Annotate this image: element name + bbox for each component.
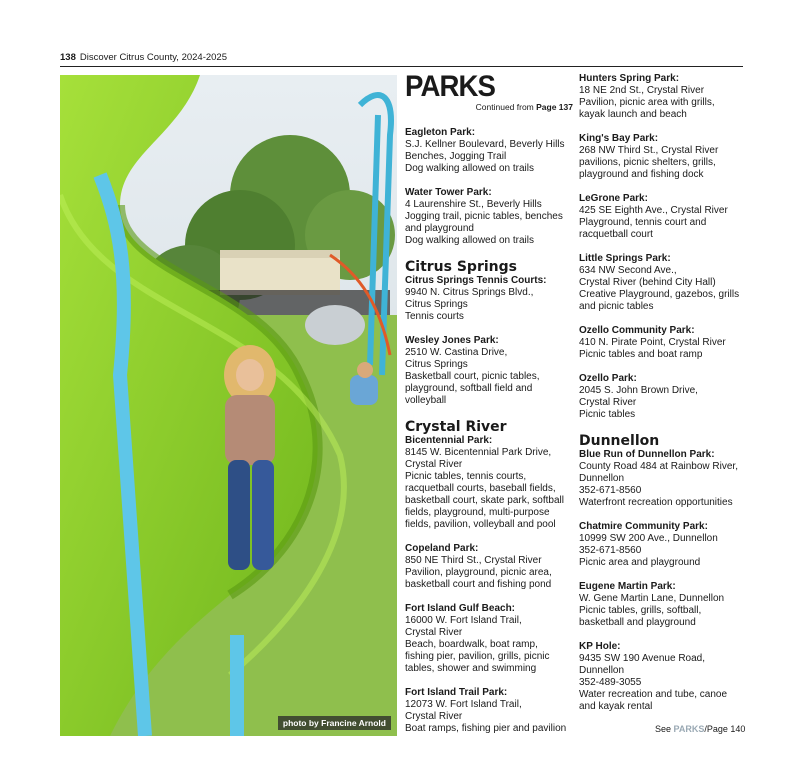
park-detail-line: 352-489-3055 [579, 677, 642, 688]
park-name: Wesley Jones Park: [405, 335, 499, 346]
park-detail-line: 10999 SW 200 Ave., Dunnellon [579, 533, 718, 544]
park-entry [579, 253, 744, 313]
park-entry [579, 641, 744, 713]
park-detail-line: fields, pavilion, volleyball and pool [405, 519, 556, 530]
header-rule [60, 66, 743, 67]
park-name: Blue Run of Dunnellon Park: [579, 449, 715, 460]
park-detail-line: 2510 W. Castina Drive, [405, 347, 508, 358]
park-detail-line: 634 NW Second Ave., [579, 265, 677, 276]
park-detail-line: fields, playground, multi-purpose [405, 507, 550, 518]
park-detail-line: volleyball [405, 395, 447, 406]
park-detail-line: Creative Playground, gazebos, grills [579, 289, 740, 300]
park-detail-line: 850 NE Third St., Crystal River [405, 555, 542, 566]
park-detail-line: W. Gene Martin Lane, Dunnellon [579, 593, 725, 604]
parks-column-left [405, 70, 573, 747]
park-detail-line: 9940 N. Citrus Springs Blvd., [405, 287, 534, 298]
park-name: Fort Island Gulf Beach: [405, 603, 516, 614]
park-detail-line: Citrus Springs [405, 299, 468, 310]
continued-from-note: Continued from Page 137 [475, 102, 573, 112]
park-detail-line: Boat ramps, fishing pier and pavilion [405, 723, 567, 734]
page-title: PARKS [405, 70, 495, 103]
park-detail-line: racquetball court [579, 229, 653, 240]
park-detail-line: Picnic area and playground [579, 557, 701, 568]
park-entry [579, 325, 744, 361]
park-detail-line: and picnic tables [579, 301, 654, 312]
playground-photo [60, 75, 397, 736]
park-entry [405, 687, 573, 735]
section-heading-crystal-river: Crystal River [405, 419, 507, 435]
park-name: LeGrone Park: [579, 193, 648, 204]
jump-line: See PARKS/Page 140 [655, 724, 746, 734]
park-detail-line: 352-671-8560 [579, 545, 642, 556]
park-name: Ozello Park: [579, 373, 637, 384]
page-header [60, 52, 227, 63]
park-detail-line: 2045 S. John Brown Drive, [579, 385, 698, 396]
park-name: Hunters Spring Park: [579, 73, 680, 84]
park-detail-line: 410 N. Pirate Point, Crystal River [579, 337, 726, 348]
park-entry [405, 187, 573, 247]
park-detail-line: playground, softball field and [405, 383, 533, 394]
park-detail-line: 9435 SW 190 Avenue Road, [579, 653, 706, 664]
park-name: Water Tower Park: [405, 187, 492, 198]
park-detail-line: 268 NW Third St., Crystal River [579, 145, 719, 156]
park-detail-line: Picnic tables, grills, softball, [579, 605, 702, 616]
park-detail-line: Beach, boardwalk, boat ramp, [405, 639, 538, 650]
park-detail-line: basketball court, skate park, softball [405, 495, 564, 506]
park-name: Fort Island Trail Park: [405, 687, 508, 698]
park-detail-line: 4 Laurenshire St., Beverly Hills [405, 199, 542, 210]
park-entry [579, 521, 744, 569]
park-detail-line: Basketball court, picnic tables, [405, 371, 540, 382]
park-entry [579, 73, 744, 121]
park-detail-line: and playground [405, 223, 474, 234]
park-entry [579, 373, 744, 421]
park-detail-line: Picnic tables and boat ramp [579, 349, 703, 360]
park-name: Chatmire Community Park: [579, 521, 708, 532]
park-name: Eagleton Park: [405, 127, 476, 138]
park-name: Ozello Community Park: [579, 325, 695, 336]
park-entry [579, 581, 744, 629]
park-detail-line: 12073 W. Fort Island Trail, [405, 699, 522, 710]
park-detail-line: playground and fishing dock [579, 169, 704, 180]
park-detail-line: Crystal River [579, 397, 637, 408]
park-detail-line: racquetball courts, baseball fields, [405, 483, 556, 494]
park-detail-line: Benches, Jogging Trail [405, 151, 507, 162]
park-entry [579, 449, 744, 509]
park-name: Bicentennial Park: [405, 435, 493, 446]
park-entry [405, 603, 573, 675]
park-detail-line: tables, shower and swimming [405, 663, 537, 674]
section-heading-dunnellon: Dunnellon [579, 433, 660, 449]
park-detail-line: S.J. Kellner Boulevard, Beverly Hills [405, 139, 565, 150]
publication-name: Discover Citrus County, 2024-2025 [79, 52, 228, 63]
park-detail-line: fishing pier, pavilion, grills, picnic [405, 651, 550, 662]
park-detail-line: Dunnellon [579, 665, 625, 676]
park-detail-line: Dog walking allowed on trails [405, 163, 534, 174]
park-detail-line: Crystal River [405, 459, 463, 470]
photo-credit: photo by Francine Arnold [278, 716, 391, 730]
park-detail-line: Tennis courts [405, 311, 464, 322]
park-entry [579, 193, 744, 241]
park-detail-line: Citrus Springs [405, 359, 468, 370]
park-detail-line: Picnic tables, tennis courts, [405, 471, 527, 482]
park-entry [405, 543, 573, 591]
park-detail-line: and kayak rental [579, 701, 653, 712]
park-entry [405, 127, 573, 175]
park-detail-line: Picnic tables [579, 409, 636, 420]
park-detail-line: County Road 484 at Rainbow River, [579, 461, 738, 472]
park-detail-line: 425 SE Eighth Ave., Crystal River [579, 205, 728, 216]
park-detail-line: 352-671-8560 [579, 485, 642, 496]
park-detail-line: 18 NE 2nd St., Crystal River [579, 85, 705, 96]
park-name: KP Hole: [579, 641, 621, 652]
park-entry [405, 275, 573, 323]
section-heading-citrus-springs: Citrus Springs [405, 259, 517, 275]
park-name: Citrus Springs Tennis Courts: [405, 275, 547, 286]
park-entry [579, 133, 744, 181]
park-detail-line: Crystal River [405, 627, 463, 638]
park-detail-line: Dunnellon [579, 473, 625, 484]
park-detail-line: basketball and playground [579, 617, 696, 628]
park-detail-line: Crystal River [405, 711, 463, 722]
park-detail-line: Playground, tennis court and [579, 217, 707, 228]
park-detail-line: kayak launch and beach [579, 109, 687, 120]
park-name: Eugene Martin Park: [579, 581, 676, 592]
park-detail-line: Pavilion, playground, picnic area, [405, 567, 552, 578]
park-detail-line: Dog walking allowed on trails [405, 235, 534, 246]
park-detail-line: Crystal River (behind City Hall) [579, 277, 716, 288]
park-entry [405, 335, 573, 407]
page-number: 138 [60, 52, 76, 63]
park-detail-line: Water recreation and tube, canoe [579, 689, 728, 700]
park-detail-line: basketball court and fishing pond [405, 579, 552, 590]
park-detail-line: Waterfront recreation opportunities [579, 497, 733, 508]
park-detail-line: 8145 W. Bicentennial Park Drive, [405, 447, 552, 458]
park-detail-line: Pavilion, picnic area with grills, [579, 97, 715, 108]
parks-column-right [579, 73, 744, 725]
park-detail-line: Jogging trail, picnic tables, benches [405, 211, 563, 222]
park-name: Copeland Park: [405, 543, 479, 554]
park-name: Little Springs Park: [579, 253, 671, 264]
park-detail-line: pavilions, picnic shelters, grills, [579, 157, 716, 168]
park-entry [405, 435, 573, 531]
park-name: King's Bay Park: [579, 133, 659, 144]
park-detail-line: 16000 W. Fort Island Trail, [405, 615, 522, 626]
